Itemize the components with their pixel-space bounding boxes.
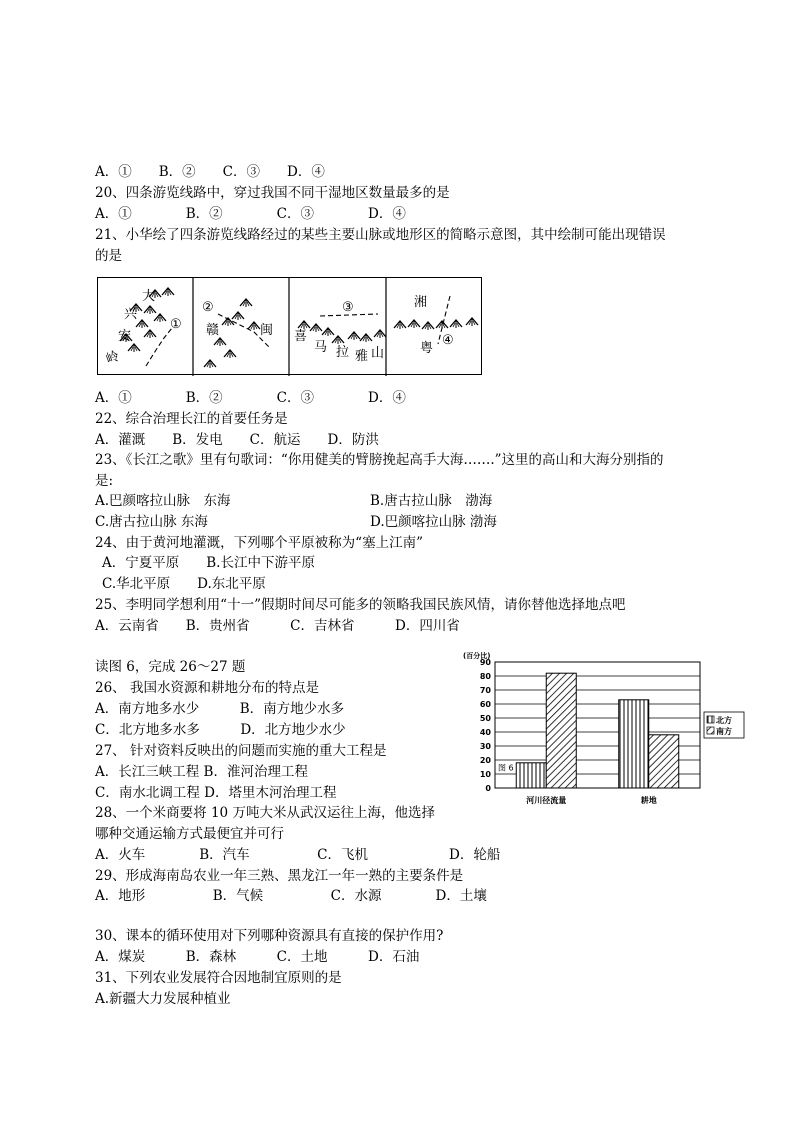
q20-question: 20、四条游览线路中，穿过我国不同干湿地区数量最多的是: [95, 185, 450, 201]
map-char: 闽: [260, 323, 274, 338]
y-tick-label: 20: [479, 756, 491, 765]
q29-question: 29、形成海南岛农业一年三熟、黑龙江一年一熟的主要条件是: [95, 868, 464, 884]
map-char: 兴: [124, 307, 138, 322]
section-intro: 读图 6，完成 26～27 题: [95, 659, 246, 675]
legend-label: 北方: [716, 716, 732, 725]
q27-options-ab: A．长江三峡工程 B．淮河治理工程: [95, 764, 308, 780]
map-char: 安: [118, 329, 132, 344]
y-tick-label: 80: [479, 672, 491, 681]
map-char: 马: [314, 340, 328, 355]
bar-北方: [516, 763, 546, 788]
q23-option-a: A.巴颜喀拉山脉 东海: [95, 493, 231, 509]
route-number: ③: [342, 300, 354, 315]
map-char: 拉: [336, 345, 350, 360]
q23-question: 23、《长江之歌》里有句歌词：“你用健美的臂膀挽起高手大海…….”这里的高山和大海分别指的: [95, 452, 664, 468]
x-tick-label: 河川径流量: [526, 796, 567, 805]
route-number: ④: [442, 333, 454, 348]
panel-1: [104, 288, 182, 368]
q31-option-a: A.新疆大力发展种植业: [95, 991, 231, 1007]
figure-6-chart: [455, 650, 755, 815]
panel-2: [202, 299, 273, 368]
y-tick-label: 10: [479, 770, 491, 779]
q23-question-cont: 是:: [95, 473, 114, 489]
bar-chart-svg: [455, 650, 755, 815]
map-char: 粤: [420, 341, 434, 356]
y-tick-label: 0: [485, 784, 491, 793]
y-tick-label: 50: [479, 714, 491, 723]
q20-options: A．① B．② C．③ D．④: [95, 206, 406, 222]
map-char: 喜: [294, 329, 308, 344]
map-char: 雅: [355, 349, 369, 364]
q27-options-cd: C．南水北调工程 D．塔里木河治理工程: [95, 785, 337, 801]
q28-question: 28、一个米商要将 10 万吨大米从武汉运往上海，他选择: [95, 805, 435, 821]
q25-question: 25、李明同学想利用“十一”假期时间尽可能多的领略我国民族风情，请你替他选择地点吧: [95, 597, 626, 613]
q30-options: A．煤炭 B．森林 C．土地 D．石油: [95, 949, 420, 965]
q26-options-cd: C．北方地多水多 D．北方地少水少: [95, 722, 346, 738]
legend-label: 南方: [716, 727, 732, 736]
figure-label: 图 6: [498, 763, 514, 773]
q21-question-cont: 的是: [95, 248, 122, 264]
q28-question-cont: 哪种交通运输方式最便宜并可行: [95, 826, 284, 842]
route-number: ②: [202, 300, 214, 315]
q23-option-b: B.唐古拉山脉 渤海: [370, 493, 493, 509]
y-tick-label: 40: [479, 728, 491, 737]
q26-options-ab: A．南方地多水少 B．南方地少水多: [95, 701, 345, 717]
q26-question: 26、 我国水资源和耕地分布的特点是: [95, 680, 319, 696]
q22-question: 22、综合治理长江的首要任务是: [95, 411, 288, 427]
panel-3: [294, 300, 386, 364]
q21-question: 21、小华绘了四条游览线路经过的某些主要山脉或地形区的简略示意图，其中绘制可能出现错误: [95, 227, 666, 243]
y-tick-label: 90: [479, 658, 491, 667]
q25-options: A．云南省 B．贵州省 C．吉林省 D．四川省: [95, 618, 460, 634]
q29-options: A．地形 B．气候 C．水源 D．土壤: [95, 888, 487, 904]
map-char: 岭: [103, 349, 122, 368]
q24-options-ab: A．宁夏平原 B.长江中下游平原: [102, 555, 315, 571]
x-tick-label: 耕地: [640, 796, 657, 805]
y-tick-label: 70: [479, 686, 491, 695]
map-char: 山: [371, 346, 385, 361]
q30-question: 30、课本的循环使用对下列哪种资源具有直接的保护作用?: [95, 928, 444, 944]
mountain-sketch-figure: [97, 277, 482, 375]
q23-option-c: C.唐古拉山脉 东海: [95, 514, 208, 530]
q24-options-cd: C.华北平原 D.东北平原: [102, 576, 266, 592]
y-tick-label: 60: [479, 700, 491, 709]
panel-4: [394, 294, 478, 356]
mountain-sketch-svg: [98, 278, 483, 376]
q23-option-d: D.巴颜喀拉山脉 渤海: [370, 514, 497, 530]
q24-question: 24、由于黄河地灌溉，下列哪个平原被称为“塞上江南”: [95, 535, 423, 551]
route-number: ①: [170, 317, 182, 332]
bar-北方: [619, 700, 649, 788]
q21-options: A．① B．② C．③ D．④: [95, 390, 406, 406]
y-tick-label: 30: [479, 742, 491, 751]
q19-options: A．① B．② C．③ D．④: [95, 164, 325, 180]
q31-question: 31、下列农业发展符合因地制宜原则的是: [95, 970, 342, 986]
map-char: 湘: [414, 295, 428, 310]
legend-swatch: [707, 716, 714, 723]
map-char: 大: [142, 289, 156, 304]
q27-question: 27、 针对资料反映出的问题而实施的重大工程是: [95, 743, 387, 759]
legend-swatch: [707, 727, 714, 734]
q22-options: A．灌溉 B．发电 C．航运 D．防洪: [95, 432, 379, 448]
bar-南方: [546, 673, 576, 788]
y-axis-label: (百分比): [463, 652, 491, 660]
map-char: 赣: [206, 323, 220, 338]
bar-南方: [649, 735, 679, 788]
q28-options: A．火车 B．汽车 C．飞机 D．轮船: [95, 847, 501, 863]
